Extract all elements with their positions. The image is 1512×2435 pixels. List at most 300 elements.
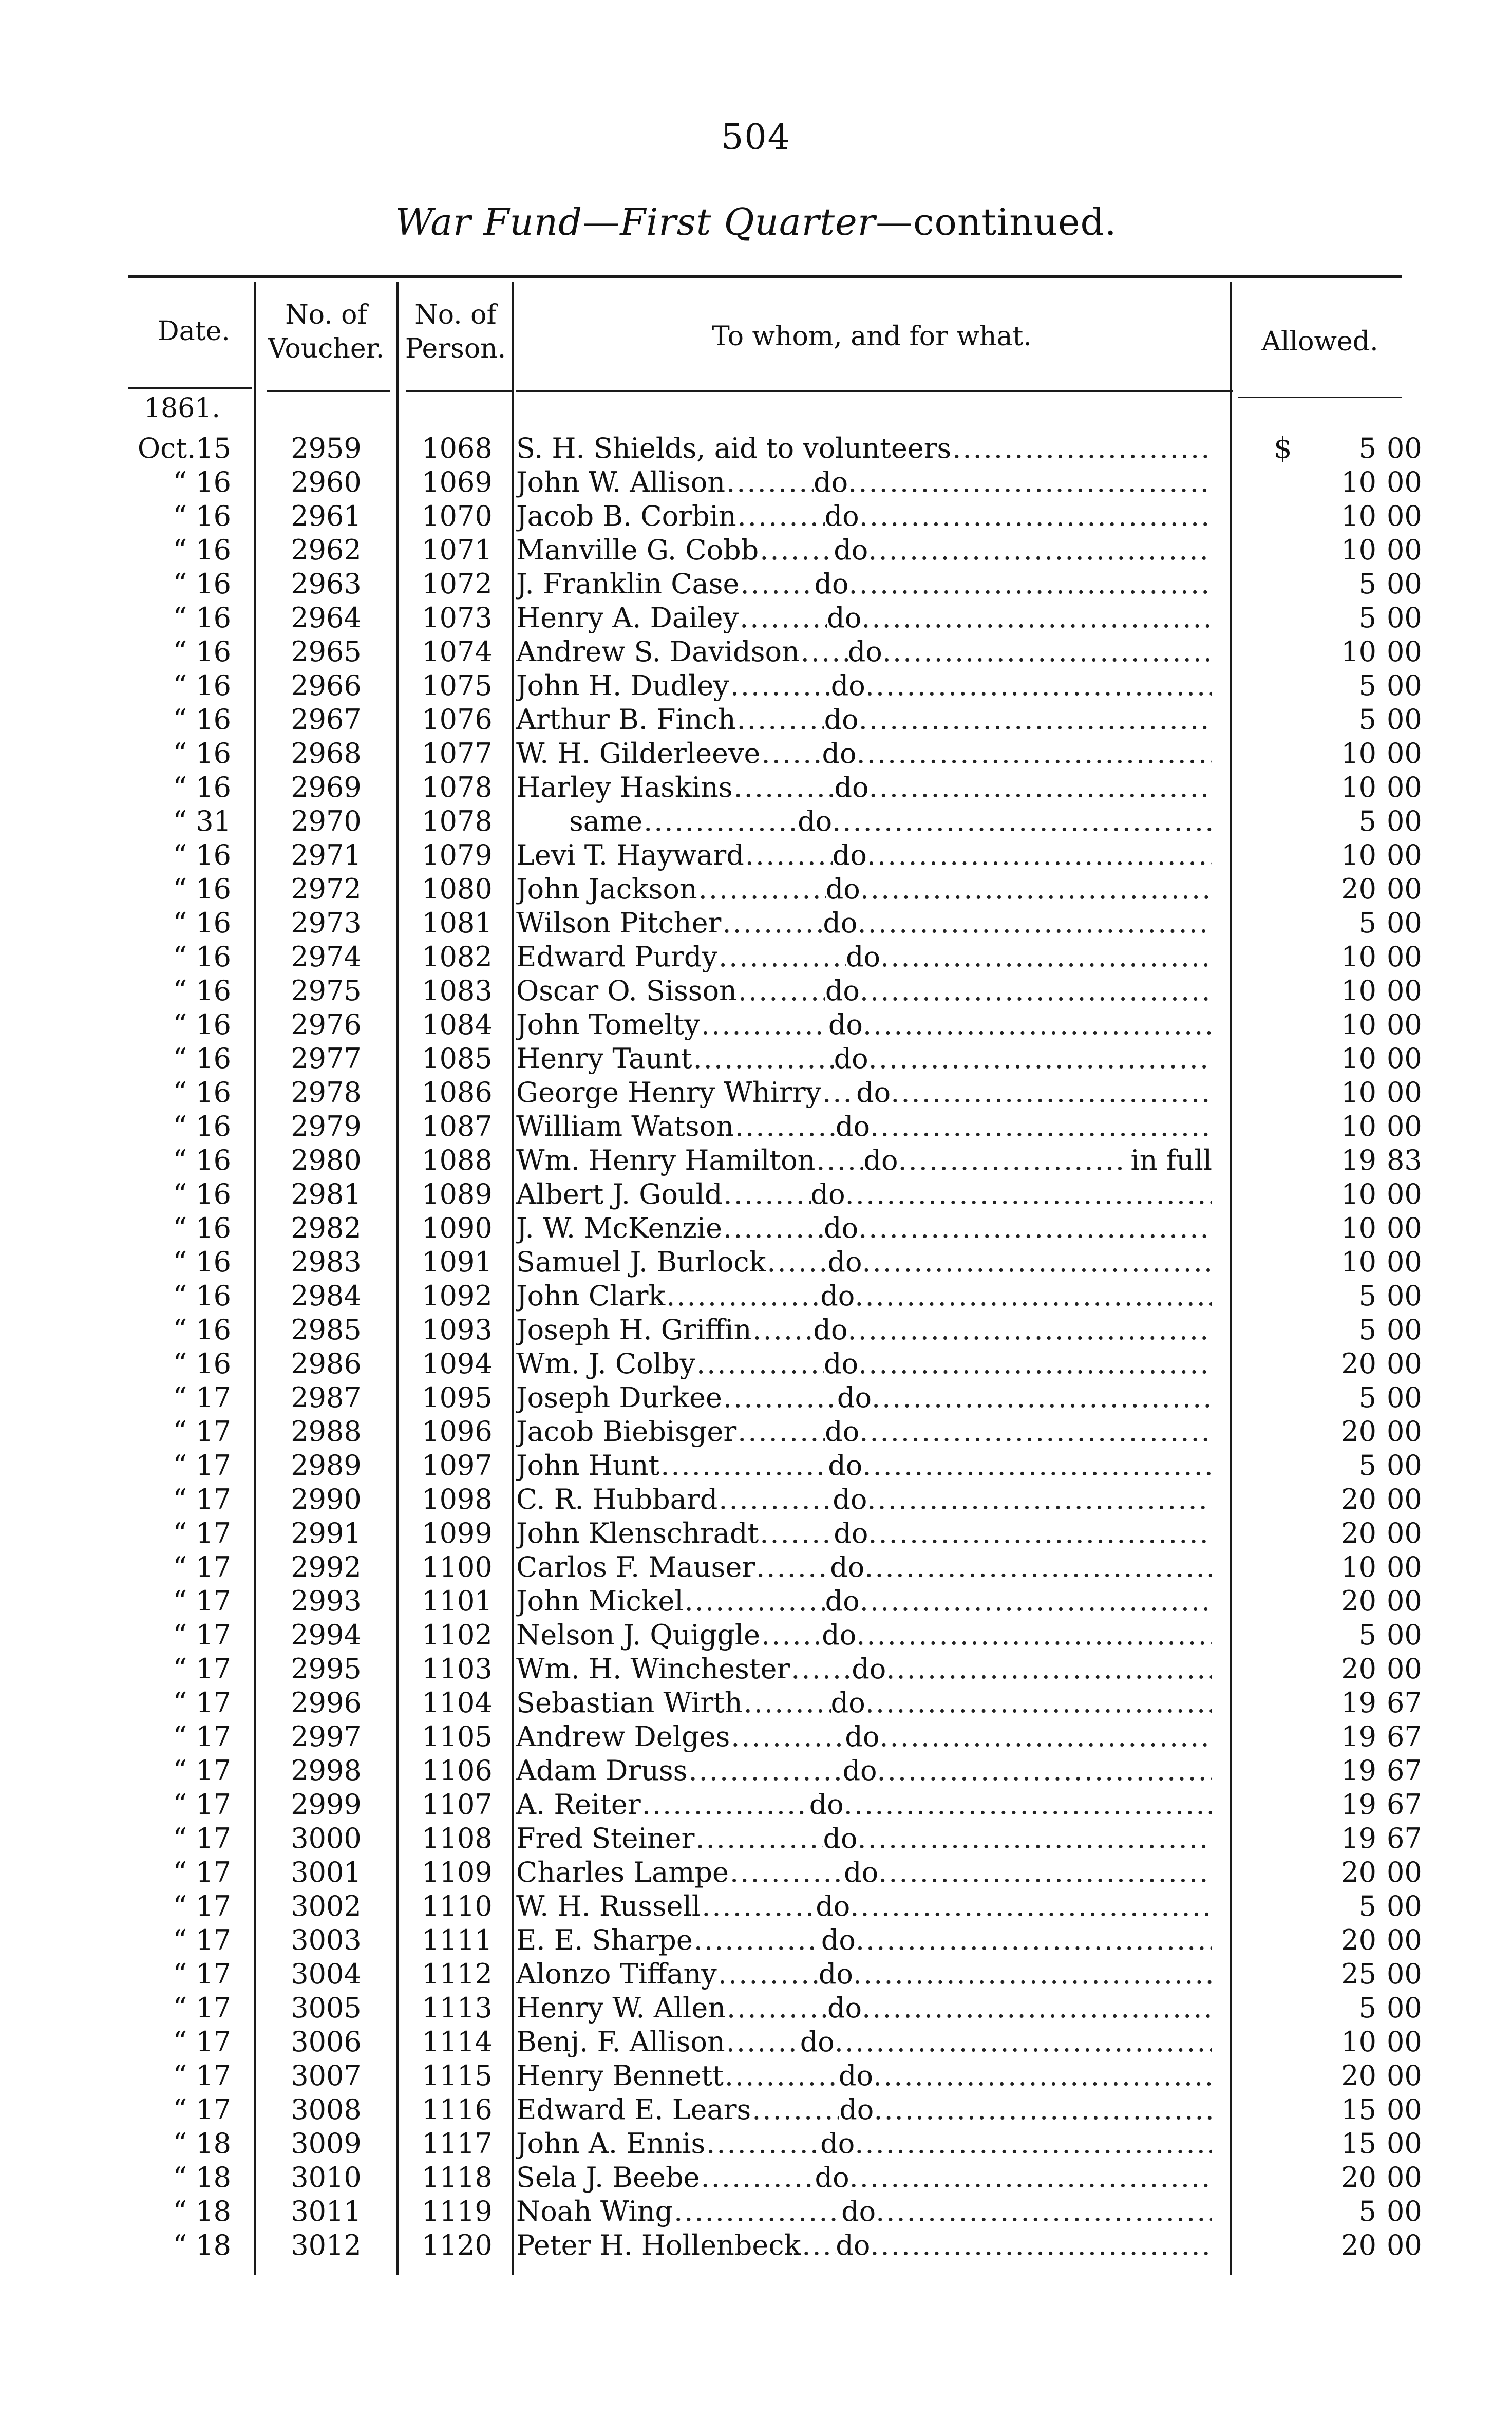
amount-dollars: 5 <box>1358 907 1376 939</box>
row-person-number: 1072 <box>422 568 493 600</box>
row-date: “ 31 <box>173 805 231 837</box>
row-voucher-number: 2997 <box>291 1720 362 1753</box>
row-recipient <box>516 1008 1212 1042</box>
row-date: “ 16 <box>173 1212 231 1244</box>
recipient-purpose: do <box>834 534 868 566</box>
table-row <box>0 1008 1512 1042</box>
row-person-number: 1091 <box>422 1246 493 1278</box>
table-row <box>0 1788 1512 1822</box>
row-voucher-number: 2975 <box>291 975 362 1007</box>
amount-cents: 00 <box>1387 1381 1422 1414</box>
recipient-name: John Clark <box>516 1280 666 1312</box>
leader-dots <box>791 1652 852 1686</box>
table-row <box>0 1618 1512 1652</box>
leader-dots <box>744 1686 831 1720</box>
leader-dots <box>725 2059 839 2093</box>
header-voucher <box>257 298 395 366</box>
row-person-number: 1088 <box>422 1144 493 1176</box>
title-continued: —continued. <box>876 200 1117 244</box>
recipient-name: Manville G. Cobb <box>516 534 759 566</box>
row-voucher-number: 2987 <box>291 1381 362 1414</box>
leader-dots <box>726 465 814 499</box>
amount-dollars: 10 <box>1341 771 1376 803</box>
row-date: “ 17 <box>173 1449 231 1482</box>
amount-cents: 00 <box>1387 1178 1422 1210</box>
row-recipient <box>516 1211 1212 1245</box>
table-row <box>0 737 1512 771</box>
row-person-number: 1100 <box>422 1551 493 1583</box>
row-voucher-number: 3009 <box>291 2127 362 2160</box>
row-date: “ 16 <box>173 737 231 770</box>
recipient-purpose: do <box>825 1585 860 1617</box>
leader-dots <box>723 1381 837 1415</box>
row-recipient <box>516 1245 1212 1279</box>
table-row <box>0 1957 1512 1991</box>
row-recipient <box>516 1991 1212 2025</box>
row-recipient <box>516 771 1212 804</box>
row-recipient <box>516 635 1212 669</box>
recipient-purpose: do <box>828 1449 863 1482</box>
row-date: “ 16 <box>173 669 231 702</box>
page-number: 504 <box>721 117 791 158</box>
header-voucher-line2: Voucher. <box>268 333 385 364</box>
table-row <box>0 872 1512 906</box>
row-voucher-number: 2959 <box>291 432 362 464</box>
row-person-number: 1111 <box>422 1924 493 1956</box>
leader-dots <box>857 737 1212 771</box>
recipient-purpose: do <box>823 1822 858 1855</box>
row-recipient <box>516 2228 1212 2262</box>
row-voucher-number: 2992 <box>291 1551 362 1583</box>
row-recipient <box>516 1652 1212 1686</box>
leader-dots <box>858 1347 1212 1381</box>
row-recipient <box>516 2025 1212 2059</box>
leader-dots <box>898 1144 1124 1177</box>
row-voucher-number: 2969 <box>291 771 362 803</box>
leader-dots <box>730 669 831 703</box>
recipient-purpose: do <box>823 907 858 939</box>
row-person-number: 1077 <box>422 737 493 770</box>
table-row <box>0 1415 1512 1449</box>
row-person-number: 1110 <box>422 1890 493 1922</box>
leader-dots <box>719 1483 833 1516</box>
recipient-purpose: do <box>841 2195 876 2227</box>
recipient-purpose: do <box>825 975 860 1007</box>
recipient-purpose: do <box>835 1110 870 1142</box>
recipient-name: Arthur B. Finch <box>516 703 736 736</box>
row-date: “ 18 <box>173 2161 231 2194</box>
row-date: Oct.15 <box>137 432 231 464</box>
table-row <box>0 1550 1512 1584</box>
row-voucher-number: 2990 <box>291 1483 362 1515</box>
row-person-number: 1094 <box>422 1347 493 1380</box>
leader-dots <box>822 1076 856 1110</box>
leader-dots <box>869 771 1212 804</box>
leader-dots <box>727 1991 827 2025</box>
table-row <box>0 771 1512 804</box>
row-voucher-number: 2964 <box>291 602 362 634</box>
amount-dollars: 5 <box>1358 703 1376 736</box>
recipient-purpose: do <box>798 805 833 837</box>
row-date: “ 16 <box>173 839 231 871</box>
amount-dollars: 20 <box>1341 1924 1376 1956</box>
amount-cents: 00 <box>1387 635 1422 668</box>
table-row <box>0 499 1512 533</box>
amount-dollars: 10 <box>1341 635 1376 668</box>
leader-dots <box>674 2195 841 2228</box>
recipient-purpose: do <box>828 1008 863 1041</box>
row-recipient <box>516 1076 1212 1110</box>
table-row <box>0 1381 1512 1415</box>
amount-dollars: 5 <box>1358 568 1376 600</box>
row-date: “ 17 <box>173 2093 231 2126</box>
table-row <box>0 1686 1512 1720</box>
leader-dots <box>752 1313 813 1347</box>
row-voucher-number: 2994 <box>291 1619 362 1651</box>
amount-dollars: 10 <box>1341 1110 1376 1142</box>
leader-dots <box>737 703 824 737</box>
leader-dots <box>722 906 823 940</box>
year-label: 1861. <box>144 393 220 424</box>
row-person-number: 1118 <box>422 2161 493 2194</box>
row-voucher-number: 2978 <box>291 1076 362 1109</box>
row-person-number: 1107 <box>422 1788 493 1821</box>
row-recipient <box>516 601 1212 635</box>
row-voucher-number: 2970 <box>291 805 362 837</box>
row-recipient <box>516 2127 1212 2161</box>
amount-dollars: 20 <box>1341 1347 1376 1380</box>
amount-cents: 00 <box>1387 805 1422 837</box>
recipient-name: Andrew S. Davidson <box>516 635 800 668</box>
row-voucher-number: 3007 <box>291 2059 362 2092</box>
amount-cents: 00 <box>1387 1483 1422 1515</box>
leader-dots <box>867 838 1212 872</box>
row-date: “ 17 <box>173 1483 231 1515</box>
amount-dollars: 20 <box>1341 873 1376 905</box>
amount-dollars: 5 <box>1358 1992 1376 2024</box>
leader-dots <box>724 1177 811 1211</box>
leader-dots <box>718 1957 819 1991</box>
leader-dots <box>858 1822 1212 1856</box>
leader-dots <box>850 1889 1212 1923</box>
leader-dots <box>816 1144 863 1177</box>
row-voucher-number: 2968 <box>291 737 362 770</box>
row-recipient <box>516 804 1212 838</box>
row-person-number: 1112 <box>422 1958 493 1990</box>
table-row <box>0 2127 1512 2161</box>
leader-dots <box>867 1483 1212 1516</box>
leader-dots <box>858 1211 1212 1245</box>
row-voucher-number: 2963 <box>291 568 362 600</box>
leader-dots <box>860 974 1212 1008</box>
table-row <box>0 1042 1512 1076</box>
leader-dots <box>868 533 1212 567</box>
row-voucher-number: 2983 <box>291 1246 362 1278</box>
row-voucher-number: 3012 <box>291 2229 362 2261</box>
leader-dots <box>644 804 798 838</box>
row-date: “ 17 <box>173 1653 231 1685</box>
table-row <box>0 1279 1512 1313</box>
recipient-purpose: do <box>836 2229 871 2261</box>
row-date: “ 16 <box>173 907 231 939</box>
leader-dots <box>666 1279 820 1313</box>
row-person-number: 1090 <box>422 1212 493 1244</box>
row-person-number: 1096 <box>422 1415 493 1448</box>
leader-dots <box>849 567 1212 601</box>
amount-cents: 67 <box>1387 1720 1422 1753</box>
row-date: “ 17 <box>173 1415 231 1448</box>
amount-cents: 00 <box>1387 1890 1422 1922</box>
row-recipient <box>516 2195 1212 2228</box>
leader-dots <box>876 2195 1212 2228</box>
table-row <box>0 1516 1512 1550</box>
row-recipient <box>516 1788 1212 1822</box>
row-voucher-number: 2979 <box>291 1110 362 1142</box>
recipient-purpose: do <box>800 2026 835 2058</box>
recipient-purpose: do <box>830 1551 865 1583</box>
recipient-name: Jacob Biebisger <box>516 1415 737 1448</box>
amount-dollars: 19 <box>1341 1144 1376 1176</box>
row-date: “ 16 <box>173 1314 231 1346</box>
amount-cents: 00 <box>1387 1653 1422 1685</box>
leader-dots <box>865 669 1212 703</box>
row-person-number: 1073 <box>422 602 493 634</box>
row-date: “ 16 <box>173 466 231 498</box>
row-date: “ 16 <box>173 941 231 973</box>
row-recipient <box>516 906 1212 940</box>
row-date: “ 17 <box>173 2059 231 2092</box>
table-row <box>0 2195 1512 2228</box>
amount-cents: 83 <box>1387 1144 1422 1176</box>
recipient-name: Wilson Pitcher <box>516 907 722 939</box>
row-voucher-number: 2960 <box>291 466 362 498</box>
leader-dots <box>835 2025 1212 2059</box>
leader-dots <box>873 2059 1212 2093</box>
recipient-name: John A. Ennis <box>516 2127 706 2160</box>
row-person-number: 1087 <box>422 1110 493 1142</box>
header-person-line1: No. of <box>414 299 497 330</box>
header-person-line2: Person. <box>405 333 506 364</box>
header-to-whom: To whom, and for what. <box>712 321 1032 352</box>
row-date: “ 16 <box>173 1042 231 1075</box>
row-date: “ 17 <box>173 1822 231 1855</box>
recipient-purpose: do <box>830 1687 865 1719</box>
row-voucher-number: 2988 <box>291 1415 362 1448</box>
recipient-name: same <box>516 805 643 837</box>
row-recipient <box>516 703 1212 737</box>
amount-cents: 00 <box>1387 1551 1422 1583</box>
leader-dots <box>855 1279 1212 1313</box>
amount-dollars: 15 <box>1341 2093 1376 2126</box>
row-person-number: 1070 <box>422 500 493 532</box>
amount-cents: 00 <box>1387 2161 1422 2194</box>
leader-dots <box>891 1076 1212 1110</box>
recipient-name: Oscar O. Sisson <box>516 975 737 1007</box>
row-recipient <box>516 1415 1212 1449</box>
row-voucher-number: 2986 <box>291 1347 362 1380</box>
row-recipient <box>516 1313 1212 1347</box>
row-date: “ 16 <box>173 500 231 532</box>
recipient-name: Wm. J. Colby <box>516 1347 695 1380</box>
table-row <box>0 1923 1512 1957</box>
table-row <box>0 1211 1512 1245</box>
amount-dollars: 20 <box>1341 1856 1376 1888</box>
row-recipient <box>516 2161 1212 2195</box>
leader-dots <box>685 1584 825 1618</box>
amount-cents: 00 <box>1387 500 1422 532</box>
recipient-name: Jacob B. Corbin <box>516 500 736 532</box>
amount-cents: 00 <box>1387 2195 1422 2227</box>
amount-dollars: 5 <box>1358 1280 1376 1312</box>
row-person-number: 1102 <box>422 1619 493 1651</box>
recipient-name: Wm. H. Winchester <box>516 1653 790 1685</box>
row-person-number: 1083 <box>422 975 493 1007</box>
recipient-name: Noah Wing <box>516 2195 673 2227</box>
recipient-purpose: do <box>834 771 869 803</box>
header-voucher-line1: No. of <box>285 299 367 330</box>
row-person-number: 1078 <box>422 805 493 837</box>
recipient-purpose: do <box>830 669 865 702</box>
leader-dots <box>857 906 1212 940</box>
recipient-purpose: do <box>809 1788 844 1821</box>
row-voucher-number: 2980 <box>291 1144 362 1176</box>
recipient-name: W. H. Russell <box>516 1890 701 1922</box>
row-person-number: 1113 <box>422 1992 493 2024</box>
leader-dots <box>756 1550 830 1584</box>
recipient-name: Samuel J. Burlock <box>516 1246 766 1278</box>
row-date: “ 16 <box>173 602 231 634</box>
leader-dots <box>870 1110 1212 1144</box>
row-voucher-number: 3010 <box>291 2161 362 2194</box>
row-person-number: 1082 <box>422 941 493 973</box>
row-date: “ 18 <box>173 2127 231 2160</box>
leader-dots <box>702 1889 816 1923</box>
row-date: “ 17 <box>173 1687 231 1719</box>
leader-dots <box>880 940 1212 974</box>
header-rule-left <box>128 387 252 389</box>
recipient-purpose: do <box>813 1314 848 1346</box>
row-voucher-number: 2995 <box>291 1653 362 1685</box>
recipient-name: Alonzo Tiffany <box>516 1958 717 1990</box>
recipient-name: Sela J. Beebe <box>516 2161 700 2194</box>
amount-dollars: 5 <box>1358 1449 1376 1482</box>
amount-cents: 67 <box>1387 1754 1422 1787</box>
row-person-number: 1079 <box>422 839 493 871</box>
amount-dollars: 10 <box>1341 737 1376 770</box>
recipient-purpose: do <box>839 2093 874 2126</box>
table-row <box>0 703 1512 737</box>
row-person-number: 1116 <box>422 2093 493 2126</box>
row-date: “ 16 <box>173 1347 231 1380</box>
amount-cents: 00 <box>1387 839 1422 871</box>
row-date: “ 17 <box>173 1381 231 1414</box>
recipient-purpose: do <box>844 1856 879 1888</box>
leader-dots <box>694 1923 821 1957</box>
recipient-purpose: do <box>827 1246 862 1278</box>
recipient-purpose: do <box>824 703 859 736</box>
row-person-number: 1074 <box>422 635 493 668</box>
row-person-number: 1106 <box>422 1754 493 1787</box>
recipient-purpose: do <box>822 1619 857 1651</box>
recipient-name: Peter H. Hollenbeck <box>516 2229 801 2261</box>
row-date: “ 17 <box>173 1788 231 1821</box>
recipient-name: Carlos F. Mauser <box>516 1551 755 1583</box>
table-row <box>0 601 1512 635</box>
amount-cents: 00 <box>1387 432 1422 464</box>
leader-dots <box>695 1822 823 1856</box>
row-date: “ 17 <box>173 1890 231 1922</box>
leader-dots <box>878 1856 1212 1889</box>
row-date: “ 18 <box>173 2229 231 2261</box>
row-voucher-number: 3004 <box>291 1958 362 1990</box>
row-date: “ 17 <box>173 1551 231 1583</box>
row-date: “ 16 <box>173 1178 231 1210</box>
table-row <box>0 1177 1512 1211</box>
header-date: Date. <box>158 316 230 347</box>
row-person-number: 1099 <box>422 1517 493 1549</box>
recipient-note: in full <box>1130 1144 1212 1176</box>
amount-dollars: 20 <box>1341 1483 1376 1515</box>
recipient-name: John Tomelty <box>516 1008 700 1041</box>
row-date: “ 17 <box>173 1517 231 1549</box>
row-voucher-number: 2982 <box>291 1212 362 1244</box>
amount-dollars: 10 <box>1341 1246 1376 1278</box>
amount-cents: 00 <box>1387 1110 1422 1142</box>
recipient-name: Sebastian Wirth <box>516 1687 743 1719</box>
row-date: “ 16 <box>173 1280 231 1312</box>
recipient-purpose: do <box>863 1144 898 1176</box>
recipient-purpose: do <box>822 737 857 770</box>
table-row <box>0 567 1512 601</box>
leader-dots <box>740 567 814 601</box>
amount-dollars: 19 <box>1341 1720 1376 1753</box>
row-recipient <box>516 2059 1212 2093</box>
row-date: “ 16 <box>173 771 231 803</box>
amount-cents: 00 <box>1387 1212 1422 1244</box>
row-recipient <box>516 1584 1212 1618</box>
amount-cents: 00 <box>1387 2093 1422 2126</box>
leader-dots <box>882 635 1212 669</box>
recipient-purpose: do <box>815 2161 849 2194</box>
row-voucher-number: 2984 <box>291 1280 362 1312</box>
header-person <box>399 298 513 366</box>
row-person-number: 1069 <box>422 466 493 498</box>
amount-cents: 00 <box>1387 771 1422 803</box>
table-row <box>0 1754 1512 1788</box>
row-voucher-number: 2971 <box>291 839 362 871</box>
leader-dots <box>760 1516 834 1550</box>
amount-dollars: 5 <box>1358 432 1376 464</box>
leader-dots <box>688 1754 842 1788</box>
recipient-name: Edward E. Lears <box>516 2093 751 2126</box>
recipient-name: Henry W. Allen <box>516 1992 726 2024</box>
row-voucher-number: 2999 <box>291 1788 362 1821</box>
row-recipient <box>516 1889 1212 1923</box>
row-date: “ 17 <box>173 1992 231 2024</box>
recipient-name: Albert J. Gould <box>516 1178 723 1210</box>
amount-cents: 00 <box>1387 2026 1422 2058</box>
row-recipient <box>516 1618 1212 1652</box>
leader-dots <box>767 1245 827 1279</box>
leader-dots <box>872 1381 1212 1415</box>
recipient-name: Henry A. Dailey <box>516 602 739 634</box>
recipient-purpose: do <box>820 2127 855 2160</box>
recipient-purpose: do <box>834 1517 868 1549</box>
row-date: “ 17 <box>173 1924 231 1956</box>
leader-dots <box>726 2025 800 2059</box>
leader-dots <box>660 1449 828 1483</box>
leader-dots <box>862 1991 1212 2025</box>
